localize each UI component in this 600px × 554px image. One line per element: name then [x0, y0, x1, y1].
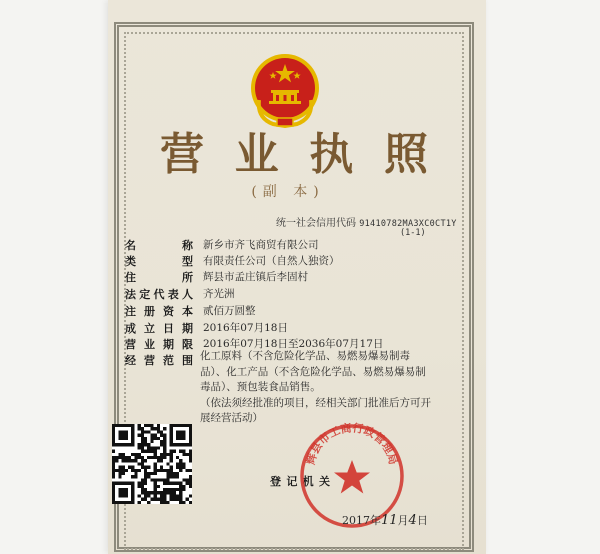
qr-module [125, 456, 128, 459]
qr-module [157, 491, 160, 494]
qr-module [182, 453, 185, 456]
title-char: 执 [309, 129, 356, 180]
qr-module [147, 472, 150, 475]
qr-module [112, 475, 115, 478]
scope-line: 化工原料（不含危险化学品、易燃易爆易制毒 [200, 350, 410, 362]
qr-module [160, 453, 163, 456]
qr-module [163, 440, 166, 443]
qr-module [157, 446, 160, 449]
qr-module [163, 501, 166, 504]
qr-module [173, 488, 176, 491]
qr-module [163, 478, 166, 481]
qr-module [141, 485, 144, 488]
qr-module [141, 491, 144, 494]
qr-module [166, 469, 169, 472]
qr-module [147, 424, 150, 427]
qr-module [179, 450, 182, 453]
field-value-capital: 贰佰万圆整 [203, 305, 256, 317]
field-value-address: 辉县市孟庄镇后李固村 [203, 271, 308, 283]
qr-module [160, 478, 163, 481]
qr-module [170, 472, 173, 475]
field-label-address: 住 所 [125, 271, 193, 284]
qr-module [125, 459, 128, 462]
qr-module [144, 450, 147, 453]
qr-module [134, 456, 137, 459]
qr-module [138, 456, 141, 459]
qr-module [141, 440, 144, 443]
qr-module [160, 430, 163, 433]
qr-module [173, 498, 176, 501]
qr-module [173, 472, 176, 475]
qr-module [170, 475, 173, 478]
field-label-term: 营 业 期 限 [125, 338, 193, 351]
qr-module [134, 459, 137, 462]
qr-module [154, 450, 157, 453]
qr-module [154, 453, 157, 456]
qr-module [163, 469, 166, 472]
qr-module [166, 482, 169, 485]
qr-module [189, 494, 192, 497]
qr-module [179, 469, 182, 472]
qr-module [189, 450, 192, 453]
qr-module [131, 453, 134, 456]
qr-module [147, 456, 150, 459]
qr-module [138, 446, 141, 449]
qr-module [141, 478, 144, 481]
qr-module [157, 485, 160, 488]
qr-module [182, 501, 185, 504]
qr-module [112, 469, 115, 472]
qr-module [154, 494, 157, 497]
qr-module [141, 456, 144, 459]
qr-module [160, 494, 163, 497]
qr-module [122, 466, 125, 469]
qr-module [138, 485, 141, 488]
qr-module [189, 482, 192, 485]
qr-module [163, 491, 166, 494]
qr-module [166, 491, 169, 494]
qr-module [131, 475, 134, 478]
qr-module [179, 498, 182, 501]
seal-text: 辉县市工商行政管理局 [304, 421, 400, 467]
qr-module [115, 459, 118, 462]
qr-module [186, 498, 189, 501]
qr-module [122, 453, 125, 456]
qr-module [118, 469, 121, 472]
qr-module [144, 498, 147, 501]
national-emblem-icon [249, 52, 321, 128]
qr-module [176, 456, 179, 459]
qr-module [163, 437, 166, 440]
qr-module [163, 488, 166, 491]
scope-line: （依法须经批准的项目，经相关部门批准后方可开 [200, 396, 431, 409]
qr-module [154, 427, 157, 430]
qr-module [170, 459, 173, 462]
qr-module [176, 498, 179, 501]
qr-module [118, 475, 121, 478]
qr-module [179, 462, 182, 465]
qr-module [134, 472, 137, 475]
qr-module [163, 427, 166, 430]
qr-module [176, 494, 179, 497]
qr-module [179, 488, 182, 491]
qr-module [141, 488, 144, 491]
qr-module [128, 459, 131, 462]
qr-module [154, 482, 157, 485]
qr-module [160, 466, 163, 469]
qr-module [189, 475, 192, 478]
qr-module [144, 469, 147, 472]
qr-module [144, 475, 147, 478]
issue-date: 2017年11月4日 [342, 513, 428, 528]
qr-module [154, 437, 157, 440]
qr-module [141, 482, 144, 485]
qr-module [163, 434, 166, 437]
qr-module [163, 446, 166, 449]
qr-module [144, 443, 147, 446]
qr-module [189, 501, 192, 504]
qr-module [157, 427, 160, 430]
qr-module [166, 478, 169, 481]
qr-module [160, 443, 163, 446]
qr-module [154, 472, 157, 475]
qr-module [179, 466, 182, 469]
qr-module [173, 494, 176, 497]
qr-module [154, 498, 157, 501]
qr-module [138, 427, 141, 430]
field-value-name: 新乡市齐飞商贸有限公司 [203, 239, 319, 251]
qr-module [118, 466, 121, 469]
field-label-scope: 经 营 范 围 [125, 354, 193, 367]
qr-module [157, 478, 160, 481]
field-label-type: 类 型 [125, 255, 193, 268]
qr-module [144, 472, 147, 475]
qr-module [138, 494, 141, 497]
qr-module [141, 462, 144, 465]
qr-module [147, 443, 150, 446]
qr-module [163, 453, 166, 456]
qr-module [141, 498, 144, 501]
qr-module [170, 466, 173, 469]
field-value-legal-rep: 齐光洲 [203, 288, 235, 300]
registration-authority-label: 登 记 机 关 [270, 475, 330, 488]
qr-module [141, 443, 144, 446]
qr-module [157, 498, 160, 501]
qr-module [170, 494, 173, 497]
qr-module [157, 459, 160, 462]
qr-module [179, 482, 182, 485]
qr-module [182, 462, 185, 465]
qr-module [150, 478, 153, 481]
qr-module [173, 475, 176, 478]
qr-module [157, 430, 160, 433]
qr-module [112, 472, 115, 475]
qr-module [170, 498, 173, 501]
title-char: 照 [383, 129, 430, 180]
qr-module [170, 453, 173, 456]
qr-module [170, 456, 173, 459]
qr-module [150, 491, 153, 494]
scope-line: 展经营活动） [200, 412, 263, 424]
field-value-established: 2016年07月18日 [203, 322, 288, 334]
qr-module [154, 491, 157, 494]
title-char: 业 [234, 129, 281, 180]
qr-module [141, 450, 144, 453]
qr-module [141, 466, 144, 469]
qr-module [138, 482, 141, 485]
qr-module [150, 427, 153, 430]
qr-module [163, 456, 166, 459]
credit-code-line [276, 214, 457, 229]
qr-module [160, 456, 163, 459]
qr-module [154, 469, 157, 472]
qr-module [144, 466, 147, 469]
qr-module [154, 456, 157, 459]
qr-module [189, 453, 192, 456]
qr-module [131, 459, 134, 462]
qr-module [182, 488, 185, 491]
qr-module [122, 469, 125, 472]
license-title [160, 130, 430, 180]
qr-module [112, 466, 115, 469]
qr-module [179, 494, 182, 497]
qr-module [166, 453, 169, 456]
qr-module [147, 491, 150, 494]
qr-module [186, 453, 189, 456]
qr-module [147, 494, 150, 497]
qr-module [160, 501, 163, 504]
qr-module [122, 472, 125, 475]
qr-module [163, 450, 166, 453]
qr-module [131, 466, 134, 469]
qr-module [179, 501, 182, 504]
qr-module [147, 501, 150, 504]
qr-module [154, 478, 157, 481]
qr-module [138, 462, 141, 465]
qr-module [166, 501, 169, 504]
qr-code-icon [112, 424, 192, 504]
qr-module [157, 424, 160, 427]
qr-module [138, 434, 141, 437]
qr-module [160, 440, 163, 443]
copy-number: (1-1) [400, 228, 426, 238]
qr-module [157, 469, 160, 472]
qr-module [128, 456, 131, 459]
qr-module [141, 430, 144, 433]
qr-module [134, 453, 137, 456]
qr-module [154, 446, 157, 449]
credit-code-value: 91410782MA3XC0CT1Y [359, 219, 457, 229]
qr-module [150, 434, 153, 437]
qr-module [186, 482, 189, 485]
qr-module [144, 488, 147, 491]
qr-module [112, 459, 115, 462]
field-label-capital: 注 册 资 本 [125, 305, 193, 318]
qr-module [170, 491, 173, 494]
qr-module [160, 498, 163, 501]
qr-module [141, 427, 144, 430]
qr-module [141, 446, 144, 449]
field-label-legal-rep: 法 定 代 表 人 [125, 288, 193, 301]
qr-module [141, 434, 144, 437]
qr-module [138, 424, 141, 427]
qr-module [163, 494, 166, 497]
qr-module [179, 459, 182, 462]
credit-code-label: 统一社会信用代码 [276, 218, 356, 229]
qr-module [144, 494, 147, 497]
qr-module [147, 450, 150, 453]
qr-module [150, 446, 153, 449]
qr-module [118, 453, 121, 456]
qr-module [166, 462, 169, 465]
qr-module [150, 450, 153, 453]
field-value-term: 2016年07月18日至2036年07月17日 [203, 338, 384, 350]
qr-module [144, 440, 147, 443]
qr-module [176, 466, 179, 469]
qr-module [147, 466, 150, 469]
qr-module [134, 469, 137, 472]
qr-module [163, 498, 166, 501]
qr-module [144, 430, 147, 433]
qr-module [186, 469, 189, 472]
qr-module [163, 482, 166, 485]
scope-line: 品）、化工产品（不含危险化学品、易燃易爆易制 [200, 365, 426, 378]
qr-module [173, 482, 176, 485]
qr-module [176, 472, 179, 475]
license-subtitle: (副 本) [251, 184, 325, 200]
qr-module [186, 478, 189, 481]
qr-module [163, 443, 166, 446]
qr-module [115, 456, 118, 459]
qr-module [182, 466, 185, 469]
qr-module [138, 453, 141, 456]
qr-module [170, 482, 173, 485]
qr-module [147, 430, 150, 433]
qr-module [157, 456, 160, 459]
qr-module [128, 466, 131, 469]
qr-module [112, 456, 115, 459]
qr-module [189, 456, 192, 459]
qr-module [141, 459, 144, 462]
scope-line: 毒品）、预包装食品销售。 [200, 381, 321, 393]
qr-module [131, 469, 134, 472]
qr-module [166, 488, 169, 491]
qr-module [166, 472, 169, 475]
qr-module [176, 475, 179, 478]
qr-module [144, 478, 147, 481]
qr-module [173, 491, 176, 494]
qr-module [160, 459, 163, 462]
qr-module [160, 434, 163, 437]
qr-module [122, 459, 125, 462]
qr-module [160, 491, 163, 494]
qr-module [176, 488, 179, 491]
field-value-type: 有限责任公司（自然人独资） [203, 255, 340, 267]
qr-module [154, 462, 157, 465]
qr-module [173, 450, 176, 453]
qr-module [115, 469, 118, 472]
qr-module [170, 488, 173, 491]
qr-module [182, 450, 185, 453]
qr-module [138, 443, 141, 446]
qr-module [189, 459, 192, 462]
qr-module [176, 482, 179, 485]
qr-module [170, 450, 173, 453]
business-scope-text [200, 349, 448, 427]
qr-module [189, 478, 192, 481]
qr-module [150, 440, 153, 443]
qr-module [141, 437, 144, 440]
qr-module [154, 485, 157, 488]
qr-module [150, 498, 153, 501]
qr-module [154, 434, 157, 437]
qr-module [144, 437, 147, 440]
qr-module [138, 469, 141, 472]
field-label-name: 名 称 [125, 239, 193, 252]
qr-module [118, 472, 121, 475]
qr-module [134, 475, 137, 478]
qr-module [176, 462, 179, 465]
qr-module [154, 466, 157, 469]
qr-module [144, 482, 147, 485]
qr-module [144, 424, 147, 427]
qr-module [154, 488, 157, 491]
qr-module [122, 456, 125, 459]
qr-module [189, 485, 192, 488]
qr-module [150, 456, 153, 459]
qr-module [182, 478, 185, 481]
qr-module [125, 469, 128, 472]
qr-module [170, 469, 173, 472]
qr-module [144, 459, 147, 462]
qr-module [182, 485, 185, 488]
qr-module [157, 437, 160, 440]
qr-module [118, 456, 121, 459]
qr-module [189, 469, 192, 472]
qr-module [138, 501, 141, 504]
qr-module [166, 475, 169, 478]
title-char: 营 [160, 129, 206, 180]
qr-module [144, 491, 147, 494]
qr-module [112, 450, 115, 453]
qr-module [147, 446, 150, 449]
qr-module [150, 437, 153, 440]
qr-module [150, 472, 153, 475]
qr-module [112, 462, 115, 465]
qr-module [150, 424, 153, 427]
qr-module [179, 491, 182, 494]
qr-module [147, 475, 150, 478]
field-label-established: 成 立 日 期 [125, 322, 193, 335]
qr-module [179, 485, 182, 488]
qr-module [160, 469, 163, 472]
